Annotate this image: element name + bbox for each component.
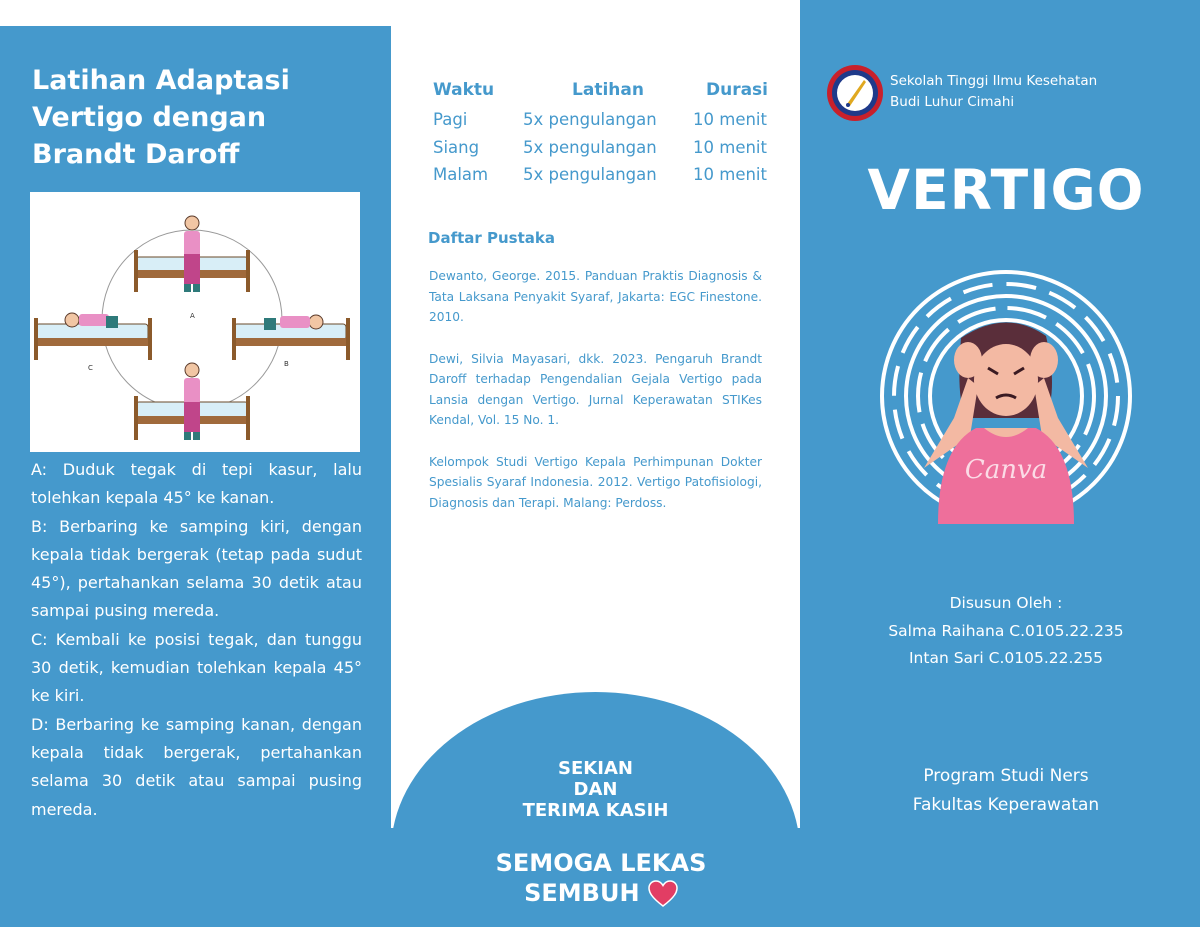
figure-label-b: B xyxy=(284,360,289,368)
authors-block xyxy=(800,590,1200,673)
heart-icon xyxy=(648,880,678,908)
cell-duration: 10 menit xyxy=(693,110,767,129)
thanks-line: TERIMA KASIH xyxy=(522,800,669,821)
cell-time: Malam xyxy=(433,165,489,184)
figure-label-a: A xyxy=(190,312,195,320)
thanks-message xyxy=(391,758,800,821)
thanks-line: SEKIAN xyxy=(558,758,633,779)
title-line: Vertigo dengan xyxy=(32,102,267,133)
exercise-schedule-table xyxy=(421,80,781,189)
thanks-line: DAN xyxy=(573,779,618,800)
study-program xyxy=(800,762,1200,820)
canva-watermark: Canva xyxy=(964,455,1048,485)
exercise-steps xyxy=(31,456,362,824)
step-d: D: Berbaring ke samping kanan, dengan kepala tidak bergerak, pertahankan selama 30 detik atau sampai pusing mereda. xyxy=(31,714,362,819)
step-b: B: Berbaring ke samping kiri, dengan kepala tidak bergerak (tetap pada sudut 45°), pertahankan selama 30 detik atau sampai pusing mereda. xyxy=(31,516,362,621)
cell-duration: 10 menit xyxy=(693,165,767,184)
exercise-title xyxy=(32,62,372,173)
brandt-daroff-illustration xyxy=(30,192,360,452)
author-name: Salma Raihana C.0105.22.235 xyxy=(888,621,1124,640)
right-panel xyxy=(800,0,1200,927)
wish-line: SEMBUH xyxy=(524,879,640,907)
figure-label-c: C xyxy=(88,364,93,372)
header-latihan: Latihan xyxy=(572,80,644,100)
cell-time: Pagi xyxy=(433,110,468,129)
institution-line: Sekolah Tinggi Ilmu Kesehatan xyxy=(890,73,1098,89)
authors-label: Disusun Oleh : xyxy=(949,594,1063,612)
cell-duration: 10 menit xyxy=(693,137,767,157)
step-a: A: Duduk tegak di tepi kasur, lalu tolehkan kepala 45° ke kanan. xyxy=(31,460,362,508)
institution-line: Budi Luhur Cimahi xyxy=(890,94,1015,110)
main-heading: VERTIGO xyxy=(867,158,1145,222)
reference-item: Dewanto, George. 2015. Panduan Praktis Diagnosis & Tata Laksana Penyakit Syaraf, Jakarta: EGC Finestone. 2010. xyxy=(429,269,762,324)
table-header-row xyxy=(421,80,781,106)
cell-exercise: 5x pengulangan xyxy=(523,137,657,157)
references-list xyxy=(429,266,762,534)
header-waktu: Waktu xyxy=(433,80,495,100)
reference-item: Dewi, Silvia Mayasari, dkk. 2023. Pengaruh Brandt Daroff terhadap Pengendalian Gejala Vertigo pada Lansia dengan Vertigo. Jurnal Keperawatan STIKes Kendal, Vol. 15 No. 1. xyxy=(429,351,762,427)
college-seal-icon xyxy=(826,64,884,122)
header-durasi: Durasi xyxy=(705,80,768,100)
get-well-message xyxy=(391,848,800,908)
dizzy-woman-illustration xyxy=(866,268,1146,524)
faculty-line: Fakultas Keperawatan xyxy=(912,795,1100,815)
cell-exercise: 5x pengulangan xyxy=(523,110,657,129)
left-panel xyxy=(0,26,391,927)
author-name: Intan Sari C.0105.22.255 xyxy=(908,649,1104,667)
title-line: Latihan Adaptasi xyxy=(32,65,290,96)
table-row xyxy=(421,161,781,189)
table-row xyxy=(421,106,781,134)
cell-time: Siang xyxy=(433,137,480,157)
program-line: Program Studi Ners xyxy=(923,766,1089,786)
title-line: Brandt Daroff xyxy=(32,139,240,170)
middle-panel xyxy=(391,0,800,927)
references-heading: Daftar Pustaka xyxy=(428,229,556,247)
table-row xyxy=(421,134,781,162)
institution-name xyxy=(890,71,1160,113)
wish-line: SEMOGA LEKAS xyxy=(495,849,707,877)
cell-exercise: 5x pengulangan xyxy=(523,165,657,184)
step-c: C: Kembali ke posisi tegak, dan tunggu 30 detik, kemudian tolehkan kepala 45° ke kiri. xyxy=(31,629,362,706)
reference-item: Kelompok Studi Vertigo Kepala Perhimpunan Dokter Spesialis Syaraf Indonesia. 2012. Vertigo Patofisiologi, Diagnosis dan Terapi. Malang: Perdoss. xyxy=(429,454,762,510)
